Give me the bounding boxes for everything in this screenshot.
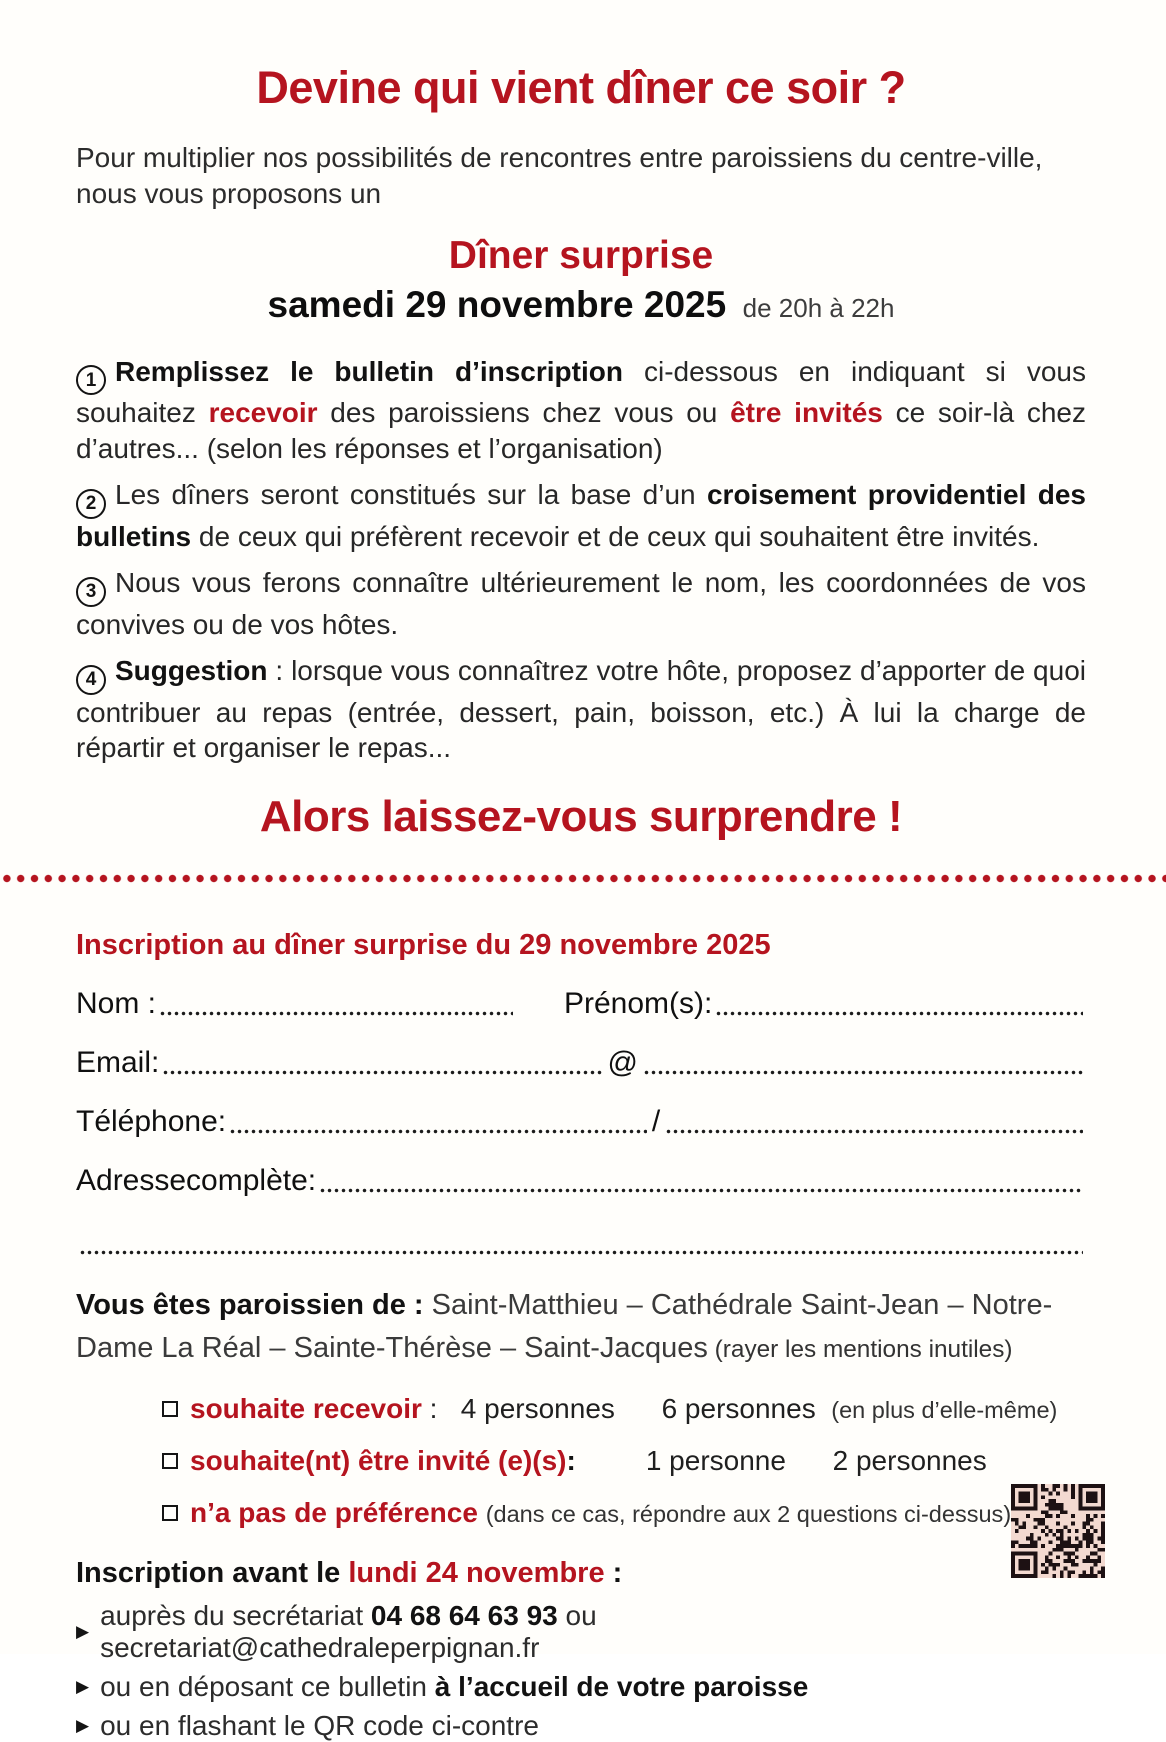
event-dateline xyxy=(76,284,1086,326)
adresse-label: Adressecomplète: xyxy=(76,1163,317,1197)
deadline-heading: Inscription avant le lundi 24 novembre : xyxy=(76,1556,623,1589)
bullet-depot-paroisse xyxy=(76,1671,946,1703)
checkbox-icon xyxy=(162,1453,178,1469)
email-label: Email: xyxy=(76,1045,160,1079)
step-text: Remplissez le bulletin d’inscription ci-dessous en indiquant si vous souhaitez recevoir des paroissiens chez vous ou être invités ce soir-là chez d’autres... (selon les réponses et l’organisation) xyxy=(76,355,1087,464)
event-subtitle: Dîner surprise xyxy=(448,233,714,277)
instruction-step-4 xyxy=(76,653,1086,766)
option-pas-de-preference xyxy=(162,1497,1086,1529)
step-number-icon: 4 xyxy=(76,665,106,695)
option-text: souhaite(nt) être invité (e)(s): 1 personne 2 personnes xyxy=(190,1444,987,1476)
adresse-field-line xyxy=(319,1168,1083,1198)
triangle-bullet-icon: ▶ xyxy=(76,1715,90,1735)
form-row-telephone xyxy=(76,1101,1086,1139)
dotted-separator xyxy=(0,872,1166,885)
bullet-text: ou en flashant le QR code ci-contre xyxy=(100,1709,539,1741)
telephone-field-line-1 xyxy=(229,1109,647,1139)
email-local-field-line xyxy=(162,1050,602,1080)
qr-code xyxy=(1011,1484,1105,1578)
telephone-field-line-2 xyxy=(665,1109,1083,1139)
bullet-text: ou en déposant ce bulletin à l’accueil de votre paroisse xyxy=(100,1670,809,1702)
option-text: n’a pas de préférence (dans ce cas, répondre aux 2 questions ci-dessus) xyxy=(190,1496,1012,1528)
option-souhaite-etre-invite xyxy=(162,1445,1086,1477)
paroisse-selection: Vous êtes paroissien de : Saint-Matthieu – Cathédrale Saint-Jean – Notre-Dame La Réal – Sainte-Thérèse – Saint-Jacques (rayer les mentions inutiles) xyxy=(76,1288,1053,1365)
option-souhaite-recevoir xyxy=(162,1393,1086,1425)
prenom-field-line xyxy=(715,991,1083,1021)
nom-field-line xyxy=(159,991,513,1021)
preference-options xyxy=(162,1393,1086,1529)
telephone-label: Téléphone: xyxy=(76,1104,227,1138)
contact-bullets xyxy=(76,1600,1086,1742)
event-date: samedi 29 novembre 2025 xyxy=(267,283,727,325)
bullet-qr-code xyxy=(76,1710,946,1742)
at-sign: @ xyxy=(607,1045,638,1079)
page-title: Devine qui vient dîner ce soir ? xyxy=(256,62,906,113)
closing-banner: Alors laissez-vous surprendre ! xyxy=(259,791,903,841)
instruction-step-1 xyxy=(76,354,1086,467)
form-row-nom-prenom xyxy=(76,983,1086,1021)
step-number-icon: 1 xyxy=(76,365,106,395)
option-text: souhaite recevoir : 4 personnes 6 personnes (en plus d’elle-même) xyxy=(190,1392,1058,1424)
slash-sign: / xyxy=(651,1104,661,1138)
intro-paragraph: Pour multiplier nos possibilités de rencontres entre paroissiens du centre-ville, nous vous proposons un xyxy=(76,142,1043,209)
bullet-text: auprès du secrétariat 04 68 64 63 93 ou secretariat@cathedraleperpignan.fr xyxy=(100,1599,597,1663)
form-heading: Inscription au dîner surprise du 29 novembre 2025 xyxy=(76,928,771,961)
bullet-secretariat xyxy=(76,1600,946,1664)
step-text: Suggestion : lorsque vous connaîtrez votre hôte, proposez d’apporter de quoi contribuer au repas (entrée, dessert, pain, boisson, etc.) À lui la charge de répartir et organiser le repas... xyxy=(76,655,1086,764)
event-time: de 20h à 22h xyxy=(742,292,895,323)
extra-field-line xyxy=(79,1230,1083,1260)
checkbox-icon xyxy=(162,1401,178,1417)
instruction-step-2 xyxy=(76,477,1086,554)
instruction-step-3 xyxy=(76,565,1086,642)
email-domain-field-line xyxy=(643,1050,1083,1080)
step-number-icon: 2 xyxy=(76,489,106,519)
step-text: Nous vous ferons connaître ultérieurement le nom, les coordonnées de vos convives ou de vos hôtes. xyxy=(76,567,1086,640)
form-row-extra-line xyxy=(76,1230,1086,1260)
checkbox-icon xyxy=(162,1505,178,1521)
step-text: Les dîners seront constitués sur la base d’un croisement providentiel des bulletins de ceux qui préfèrent recevoir et de ceux qui souhaitent être invités. xyxy=(76,479,1087,552)
triangle-bullet-icon: ▶ xyxy=(76,1676,90,1696)
step-number-icon: 3 xyxy=(76,577,106,607)
nom-label: Nom : xyxy=(76,986,157,1020)
prenom-label: Prénom(s): xyxy=(564,986,713,1020)
form-row-adresse xyxy=(76,1160,1086,1198)
form-row-email xyxy=(76,1042,1086,1080)
triangle-bullet-icon: ▶ xyxy=(76,1621,90,1641)
instructions-list xyxy=(76,354,1086,766)
